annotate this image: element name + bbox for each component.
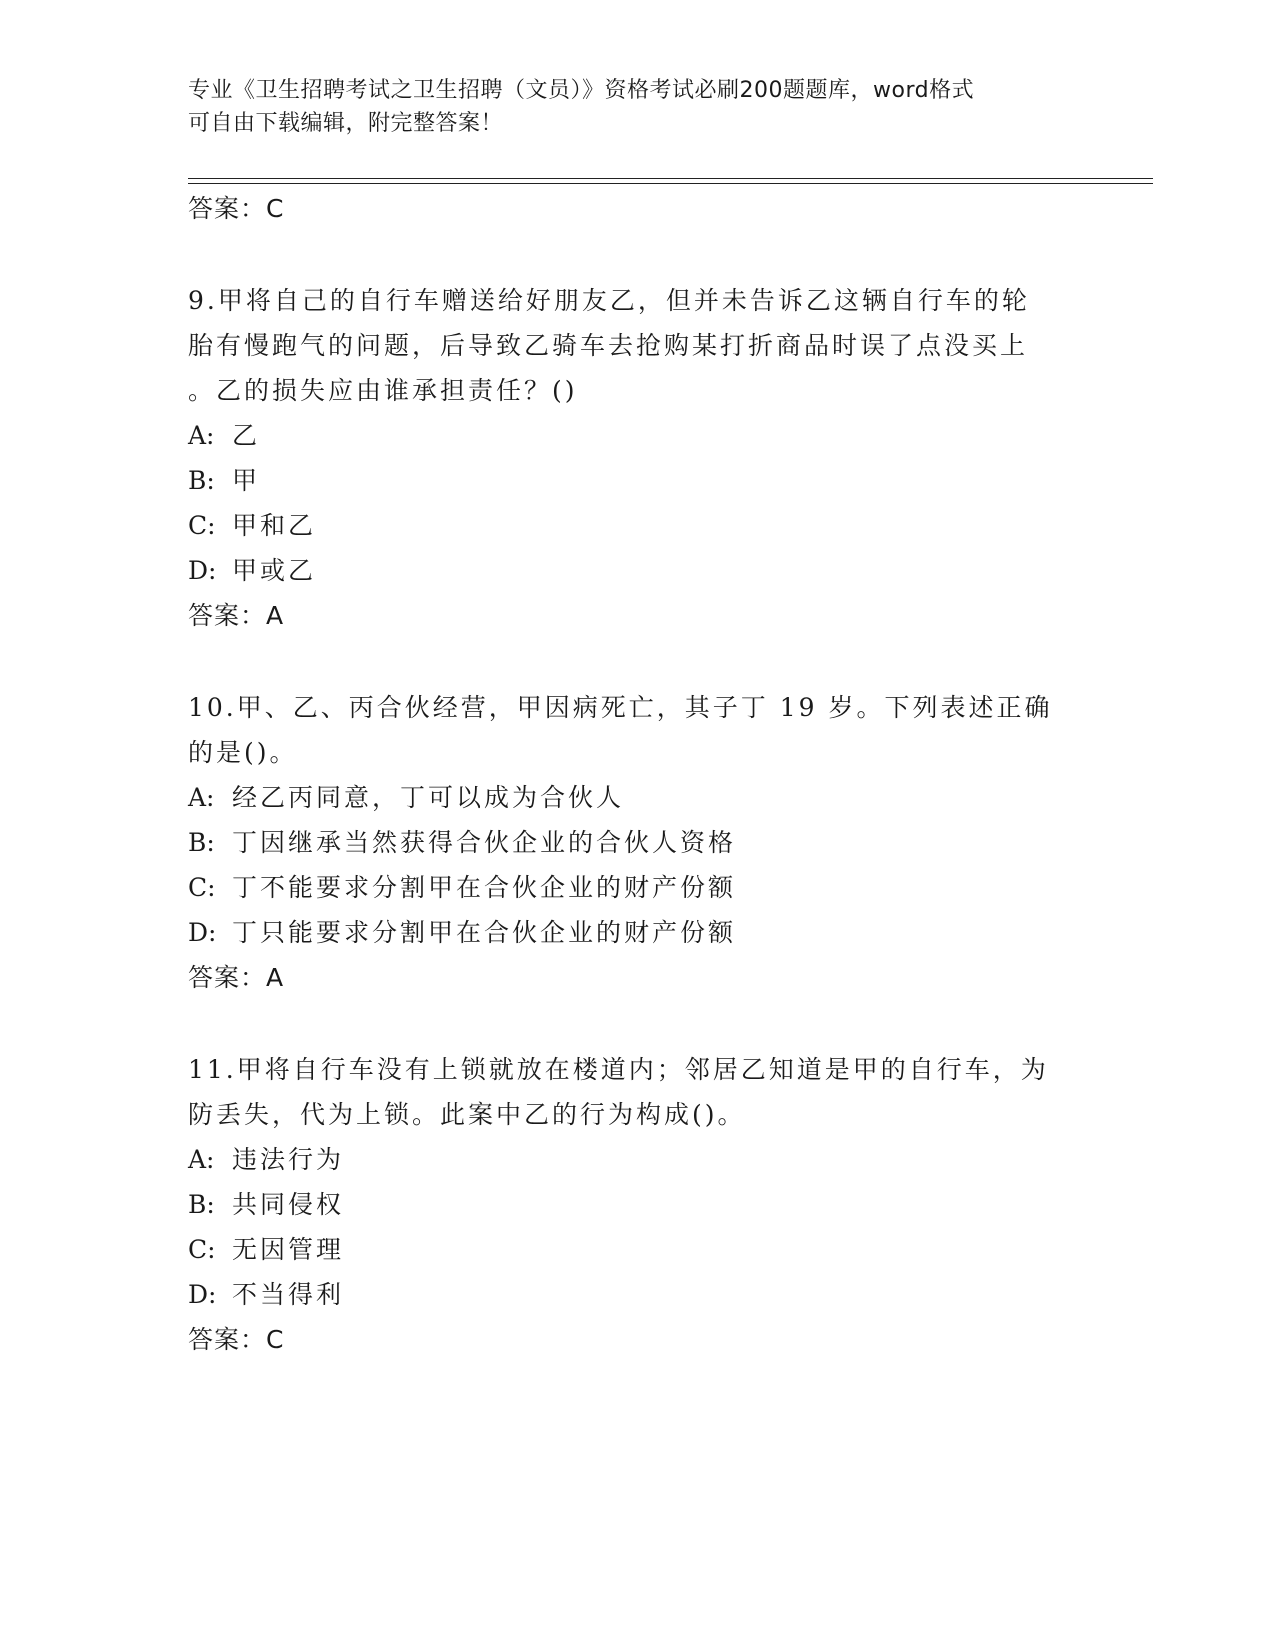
option-c: [188, 1227, 1068, 1272]
option-label: B:: [188, 1190, 215, 1219]
option-label: A:: [188, 421, 215, 450]
spacer: [188, 638, 1068, 685]
option-b: [188, 820, 1068, 865]
header-line-2: 可自由下载编辑，附完整答案！: [188, 111, 504, 136]
option-a: [188, 1137, 1068, 1182]
option-text: 丁因继承当然获得合伙企业的合伙人资格: [232, 828, 737, 857]
option-b: [188, 458, 1068, 503]
question-line: 9.甲将自己的自行车赠送给好朋友乙，但并未告诉乙这辆自行车的轮: [188, 286, 1030, 315]
header-rule-bottom: [188, 183, 1153, 184]
option-text: 无因管理: [232, 1235, 345, 1264]
option-text: 丁不能要求分割甲在合伙企业的财产份额: [232, 873, 737, 902]
question-line: 防丢失，代为上锁。此案中乙的行为构成()。: [188, 1100, 746, 1129]
option-d: [188, 1272, 1068, 1317]
question-text: [188, 1047, 1068, 1137]
option-text: 甲或乙: [232, 556, 317, 585]
question-line: 的是()。: [188, 738, 298, 767]
question-block: [188, 685, 1068, 1000]
option-text: 甲和乙: [232, 511, 317, 540]
answer-line: 答案：C: [188, 194, 285, 223]
option-label: D:: [188, 556, 217, 585]
option-d: [188, 548, 1068, 593]
question-line: 。乙的损失应由谁承担责任？(): [188, 376, 578, 405]
option-text: 共同侵权: [232, 1190, 345, 1219]
option-label: B:: [188, 828, 215, 857]
option-label: B:: [188, 466, 215, 495]
option-text: 甲: [232, 466, 261, 495]
option-label: C:: [188, 511, 216, 540]
question-line: 胎有慢跑气的问题，后导致乙骑车去抢购某打折商品时误了点没买上: [188, 331, 1029, 360]
option-text: 经乙丙同意，丁可以成为合伙人: [232, 783, 625, 812]
option-label: C:: [188, 873, 216, 902]
answer-line: 答案：A: [188, 963, 285, 992]
spacer: [188, 231, 1068, 278]
option-text: 乙: [232, 421, 261, 450]
question-text: [188, 685, 1068, 775]
answer-line: 答案：C: [188, 1325, 285, 1354]
header-rule-top: [188, 178, 1153, 179]
document-header: [188, 74, 1068, 140]
option-c: [188, 865, 1068, 910]
answer-line: 答案：A: [188, 601, 285, 630]
question-line: 10.甲、乙、丙合伙经营，甲因病死亡，其子丁 19 岁。下列表述正确: [188, 693, 1053, 722]
document-body: [188, 186, 1068, 1362]
option-c: [188, 503, 1068, 548]
option-a: [188, 775, 1068, 820]
option-label: D:: [188, 1280, 217, 1309]
option-text: 丁只能要求分割甲在合伙企业的财产份额: [232, 918, 737, 947]
option-text: 违法行为: [232, 1145, 345, 1174]
option-a: [188, 413, 1068, 458]
spacer: [188, 1000, 1068, 1047]
question-text: [188, 278, 1068, 413]
question-block: [188, 278, 1068, 638]
option-label: D:: [188, 918, 217, 947]
header-line-1: 专业《卫生招聘考试之卫生招聘（文员）》资格考试必刷200题题库，word格式: [188, 78, 975, 103]
option-label: A:: [188, 1145, 215, 1174]
option-d: [188, 910, 1068, 955]
question-line: 11.甲将自行车没有上锁就放在楼道内；邻居乙知道是甲的自行车，为: [188, 1055, 1049, 1084]
option-b: [188, 1182, 1068, 1227]
option-label: C:: [188, 1235, 216, 1264]
option-text: 不当得利: [232, 1280, 345, 1309]
question-block: [188, 1047, 1068, 1362]
option-label: A:: [188, 783, 215, 812]
